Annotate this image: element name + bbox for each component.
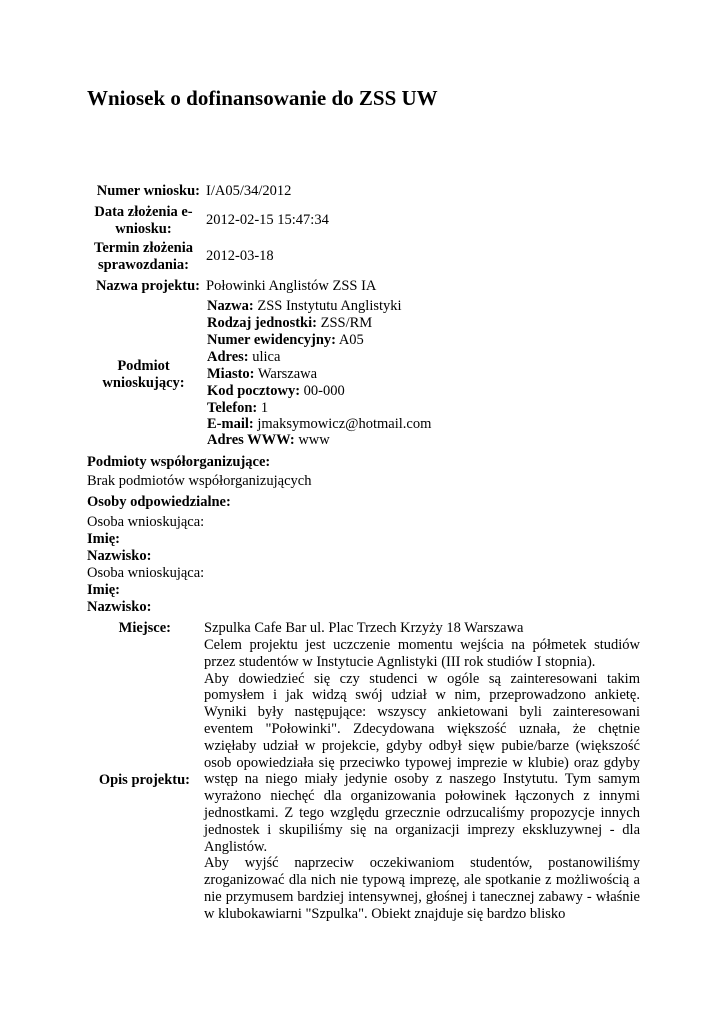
podmiot-nazwa-value: ZSS Instytutu Anglistyki	[253, 298, 402, 314]
podmiot-nazwa-key: Nazwa:	[207, 298, 254, 314]
opis-text	[204, 637, 640, 923]
osoby-label: Osoby odpowiedzialne:	[87, 494, 231, 510]
podmiot-kod-value: 00-000	[300, 383, 345, 399]
podmiot-telefon	[207, 400, 268, 417]
podmiot-email-value: jmaksymowicz@hotmail.com	[253, 416, 432, 432]
data-label-line1: Data złożenia e-	[94, 204, 193, 220]
podmiot-email	[207, 416, 431, 433]
podmiot-label-line1: Podmiot	[117, 358, 170, 374]
podmiot-www-value: www	[294, 432, 330, 448]
podmiot-miasto-value: Warszawa	[254, 366, 318, 382]
opis-paragraph-1: Celem projektu jest uczczenie momentu wejścia na półmetek studiów przez studentów w Instytucie Agnlistyki (III rok studiów I stopnia).	[204, 637, 640, 670]
podmiot-numer	[207, 332, 364, 349]
podmiot-rodzaj-key: Rodzaj jednostki:	[207, 315, 317, 331]
podmiot-miasto-key: Miasto:	[207, 366, 255, 382]
podmiot-adres	[207, 349, 280, 366]
opis-paragraph-2: Aby dowiedzieć się czy studenci w ogóle są zainteresowani takim pomysłem i jak widzą swój udział w nim, przeprowadzono ankietę. Wyniki były następujące: wszyscy ankietowani byli zainteresowani eventem "Połowinki". Zdecydowana większość uznała, że chętnie wzięłaby udział w projekcie, gdyby odbył sięw pubie/barze (większość osob opowiedziała się przeciwko typowej imprezie w klubie) oraz gdyby wstęp na niego miały jedynie osoby z naszego Instytutu. Tym samym wyrażono niechęć dla organizowania połowinek łączonych z innymi jednostkami. Z tego względu grzecznie odrzucaliśmy propozycje innych jednostek i skupiliśmy się na organizacji imprezy ekskluzywnej - dla Anglistów.	[204, 670, 640, 855]
osoba-2-label: Osoba wnioskująca:	[87, 565, 205, 581]
podmiot-kod	[207, 383, 345, 400]
podmiot-www	[207, 432, 330, 449]
podmiot-numer-value: A05	[336, 332, 364, 348]
termin-label-line1: Termin złożenia	[94, 240, 193, 256]
opis-label: Opis projektu:	[98, 772, 190, 788]
numer-value: I/A05/34/2012	[206, 183, 292, 199]
podmiot-miasto	[207, 366, 317, 383]
podmiot-www-key: Adres WWW:	[207, 432, 295, 448]
page-title: Wniosek o dofinansowanie do ZSS UW	[87, 86, 438, 110]
data-label-line2: wniosku:	[115, 221, 172, 237]
numer-label: Numer wniosku:	[96, 183, 200, 199]
podmiot-numer-key: Numer ewidencyjny:	[207, 332, 337, 348]
termin-label-line2: sprawozdania:	[97, 257, 190, 273]
podmiot-adres-key: Adres:	[207, 349, 249, 365]
opis-paragraph-3: Aby wyjść naprzeciw oczekiwaniom studentów, postanowiliśmy zroganizować dla nich nie typową imprezę, ale spotkanie z możliwością a nie przymusem bardziej intensywnej, głośnej i tanecznej zabawy - właśnie w klubokawiarni "Szpulka". Obiekt znajduje się bardzo blisko	[204, 855, 640, 922]
nazwa-label: Nazwa projektu:	[95, 278, 200, 294]
podmiot-label-line2: wnioskujący:	[102, 375, 185, 391]
wspol-value: Brak podmiotów współorganizujących	[87, 473, 312, 489]
miejsce-value: Szpulka Cafe Bar ul. Plac Trzech Krzyży 18 Warszawa	[204, 620, 524, 636]
podmiot-rodzaj-value: ZSS/RM	[316, 315, 373, 331]
wspol-label: Podmioty współorganizujące:	[87, 454, 271, 470]
osoba-1-nazwisko: Nazwisko:	[87, 548, 152, 564]
miejsce-label: Miejsce:	[118, 620, 171, 636]
podmiot-rodzaj	[207, 315, 372, 332]
podmiot-email-key: E-mail:	[207, 416, 254, 432]
osoba-1-label: Osoba wnioskująca:	[87, 514, 205, 530]
data-value: 2012-02-15 15:47:34	[206, 212, 329, 228]
osoba-2-nazwisko: Nazwisko:	[87, 599, 152, 615]
termin-value: 2012-03-18	[206, 248, 274, 264]
podmiot-adres-value: ulica	[248, 349, 281, 365]
podmiot-telefon-key: Telefon:	[207, 400, 258, 416]
osoba-1-imie: Imię:	[87, 531, 121, 547]
podmiot-telefon-value: 1	[257, 400, 269, 416]
podmiot-kod-key: Kod pocztowy:	[207, 383, 301, 399]
podmiot-nazwa	[207, 298, 402, 315]
osoba-2-imie: Imię:	[87, 582, 121, 598]
nazwa-value: Połowinki Anglistów ZSS IA	[206, 278, 377, 294]
